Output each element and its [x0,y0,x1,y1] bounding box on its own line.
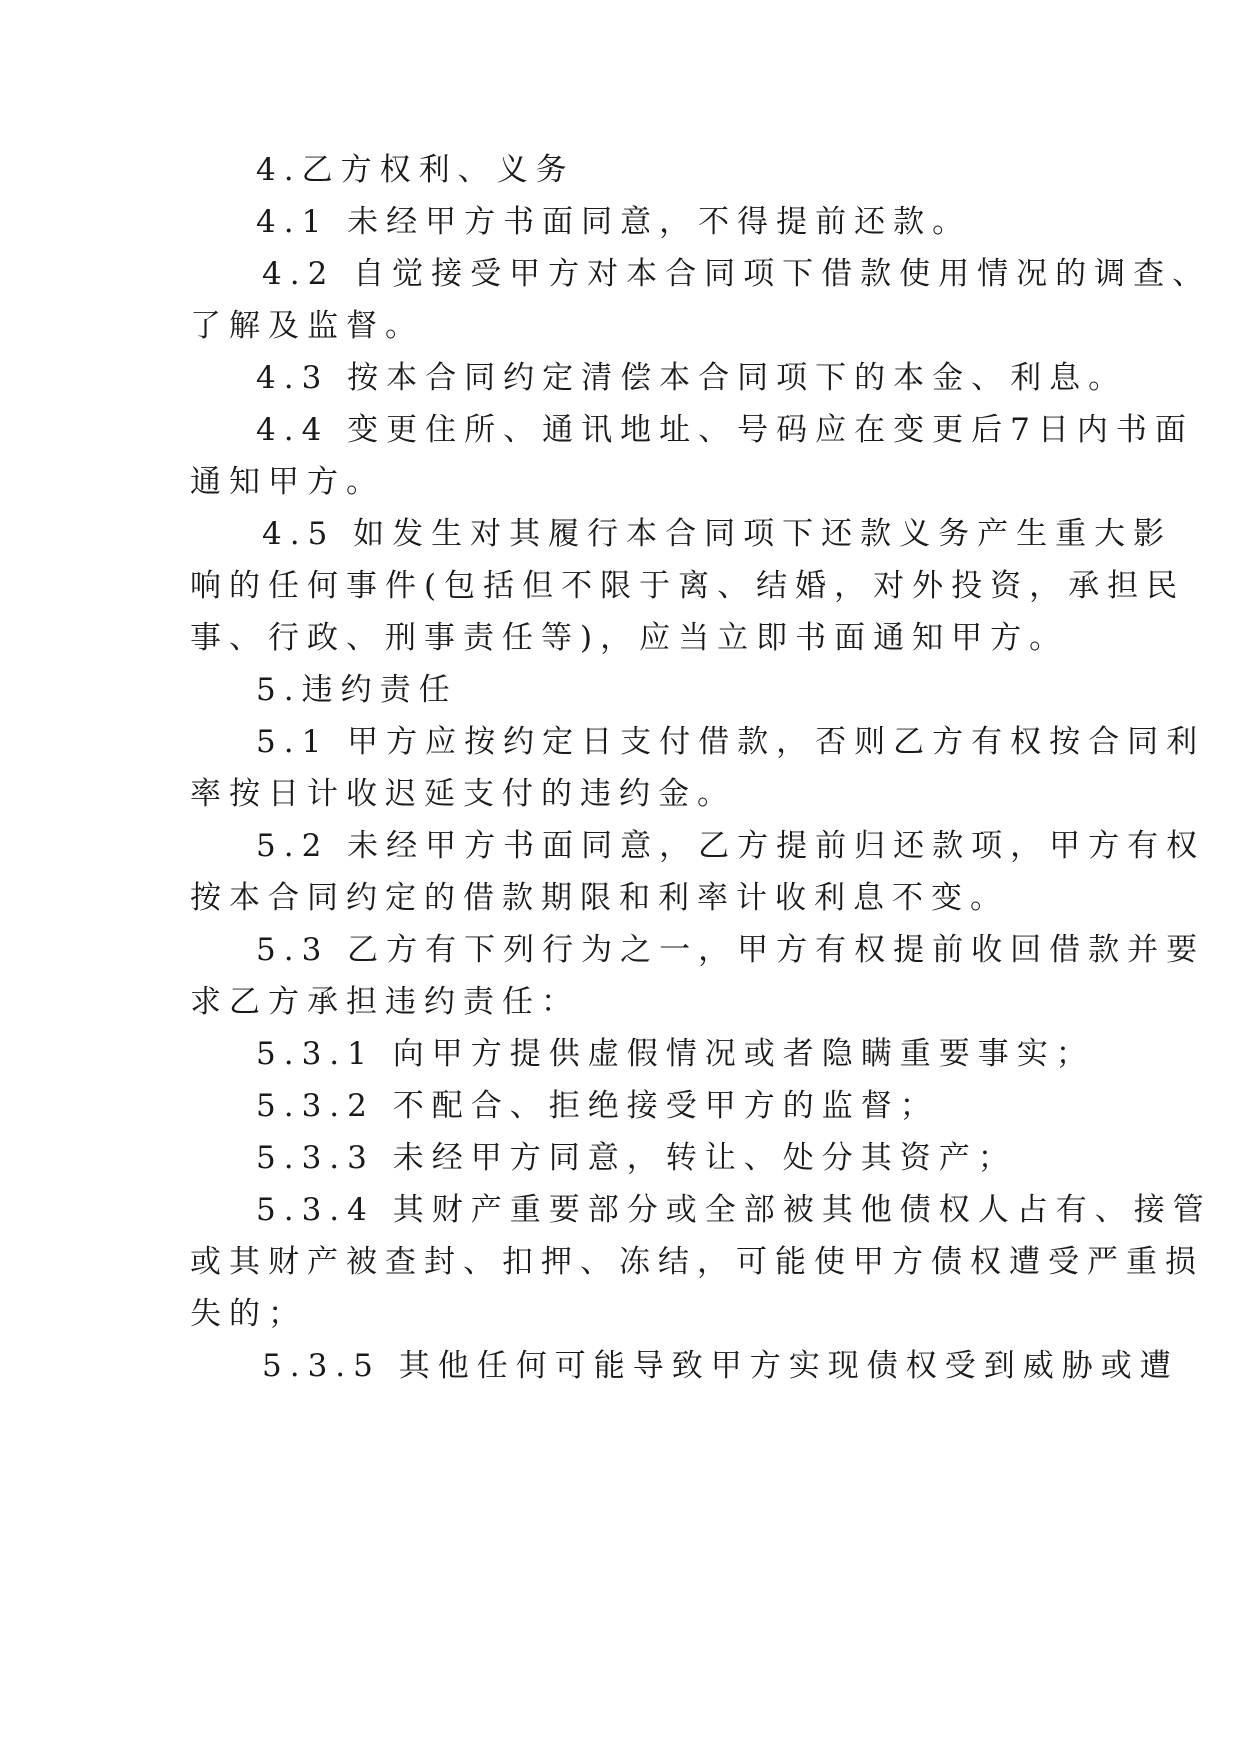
clause-5-3-4-line-2: 或其财产被查封、扣押、冻结，可能使甲方债权遭受严重损 [190,1244,1204,1280]
clause-4-4-line-2: 通知甲方。 [190,464,385,500]
clause-5-3-line-2: 求乙方承担违约责任： [190,984,580,1020]
clause-4-5-line-2: 响的任何事件(包括但不限于离、结婚，对外投资，承担民 [190,568,1186,604]
clause-4-5-line-1: 4.5 如发生对其履行本合同项下还款义务产生重大影 [262,516,1173,552]
clause-4-5-line-3: 事、行政、刑事责任等)，应当立即书面通知甲方。 [190,620,1069,656]
clause-5-1-line-1: 5.1 甲方应按约定日支付借款，否则乙方有权按合同利 [256,724,1206,760]
clause-4-1: 4.1 未经甲方书面同意，不得提前还款。 [256,204,972,240]
clause-4-4-line-1: 4.4 变更住所、通讯地址、号码应在变更后7日内书面 [256,412,1194,448]
clause-4-3: 4.3 按本合同约定清偿本合同项下的本金、利息。 [256,360,1128,396]
heading-4: 4.乙方权利、义务 [256,152,575,188]
clause-5-2-line-1: 5.2 未经甲方书面同意，乙方提前归还款项，甲方有权 [256,828,1206,864]
clause-5-3-line-1: 5.3 乙方有下列行为之一，甲方有权提前收回借款并要 [256,932,1206,968]
clause-5-3-1: 5.3.1 向甲方提供虚假情况或者隐瞒重要事实； [256,1036,1095,1072]
clause-5-3-2: 5.3.2 不配合、拒绝接受甲方的监督； [256,1088,939,1124]
clause-5-2-line-2: 按本合同约定的借款期限和利率计收利息不变。 [190,880,1009,916]
heading-5: 5.违约责任 [256,672,458,708]
clause-5-1-line-2: 率按日计收迟延支付的违约金。 [190,776,736,812]
clause-4-2-line-2: 了解及监督。 [190,308,424,344]
clause-4-2-line-1: 4.2 自觉接受甲方对本合同项下借款使用情况的调查、 [262,256,1212,292]
clause-5-3-4-line-3: 失的； [190,1296,307,1332]
clause-5-3-3: 5.3.3 未经甲方同意，转让、处分其资产； [256,1140,1017,1176]
clause-5-3-4-line-1: 5.3.4 其财产重要部分或全部被其他债权人占有、接管 [256,1192,1212,1228]
clause-5-3-5-line-1: 5.3.5 其他任何可能导致甲方实现债权受到威胁或遭 [262,1348,1179,1384]
